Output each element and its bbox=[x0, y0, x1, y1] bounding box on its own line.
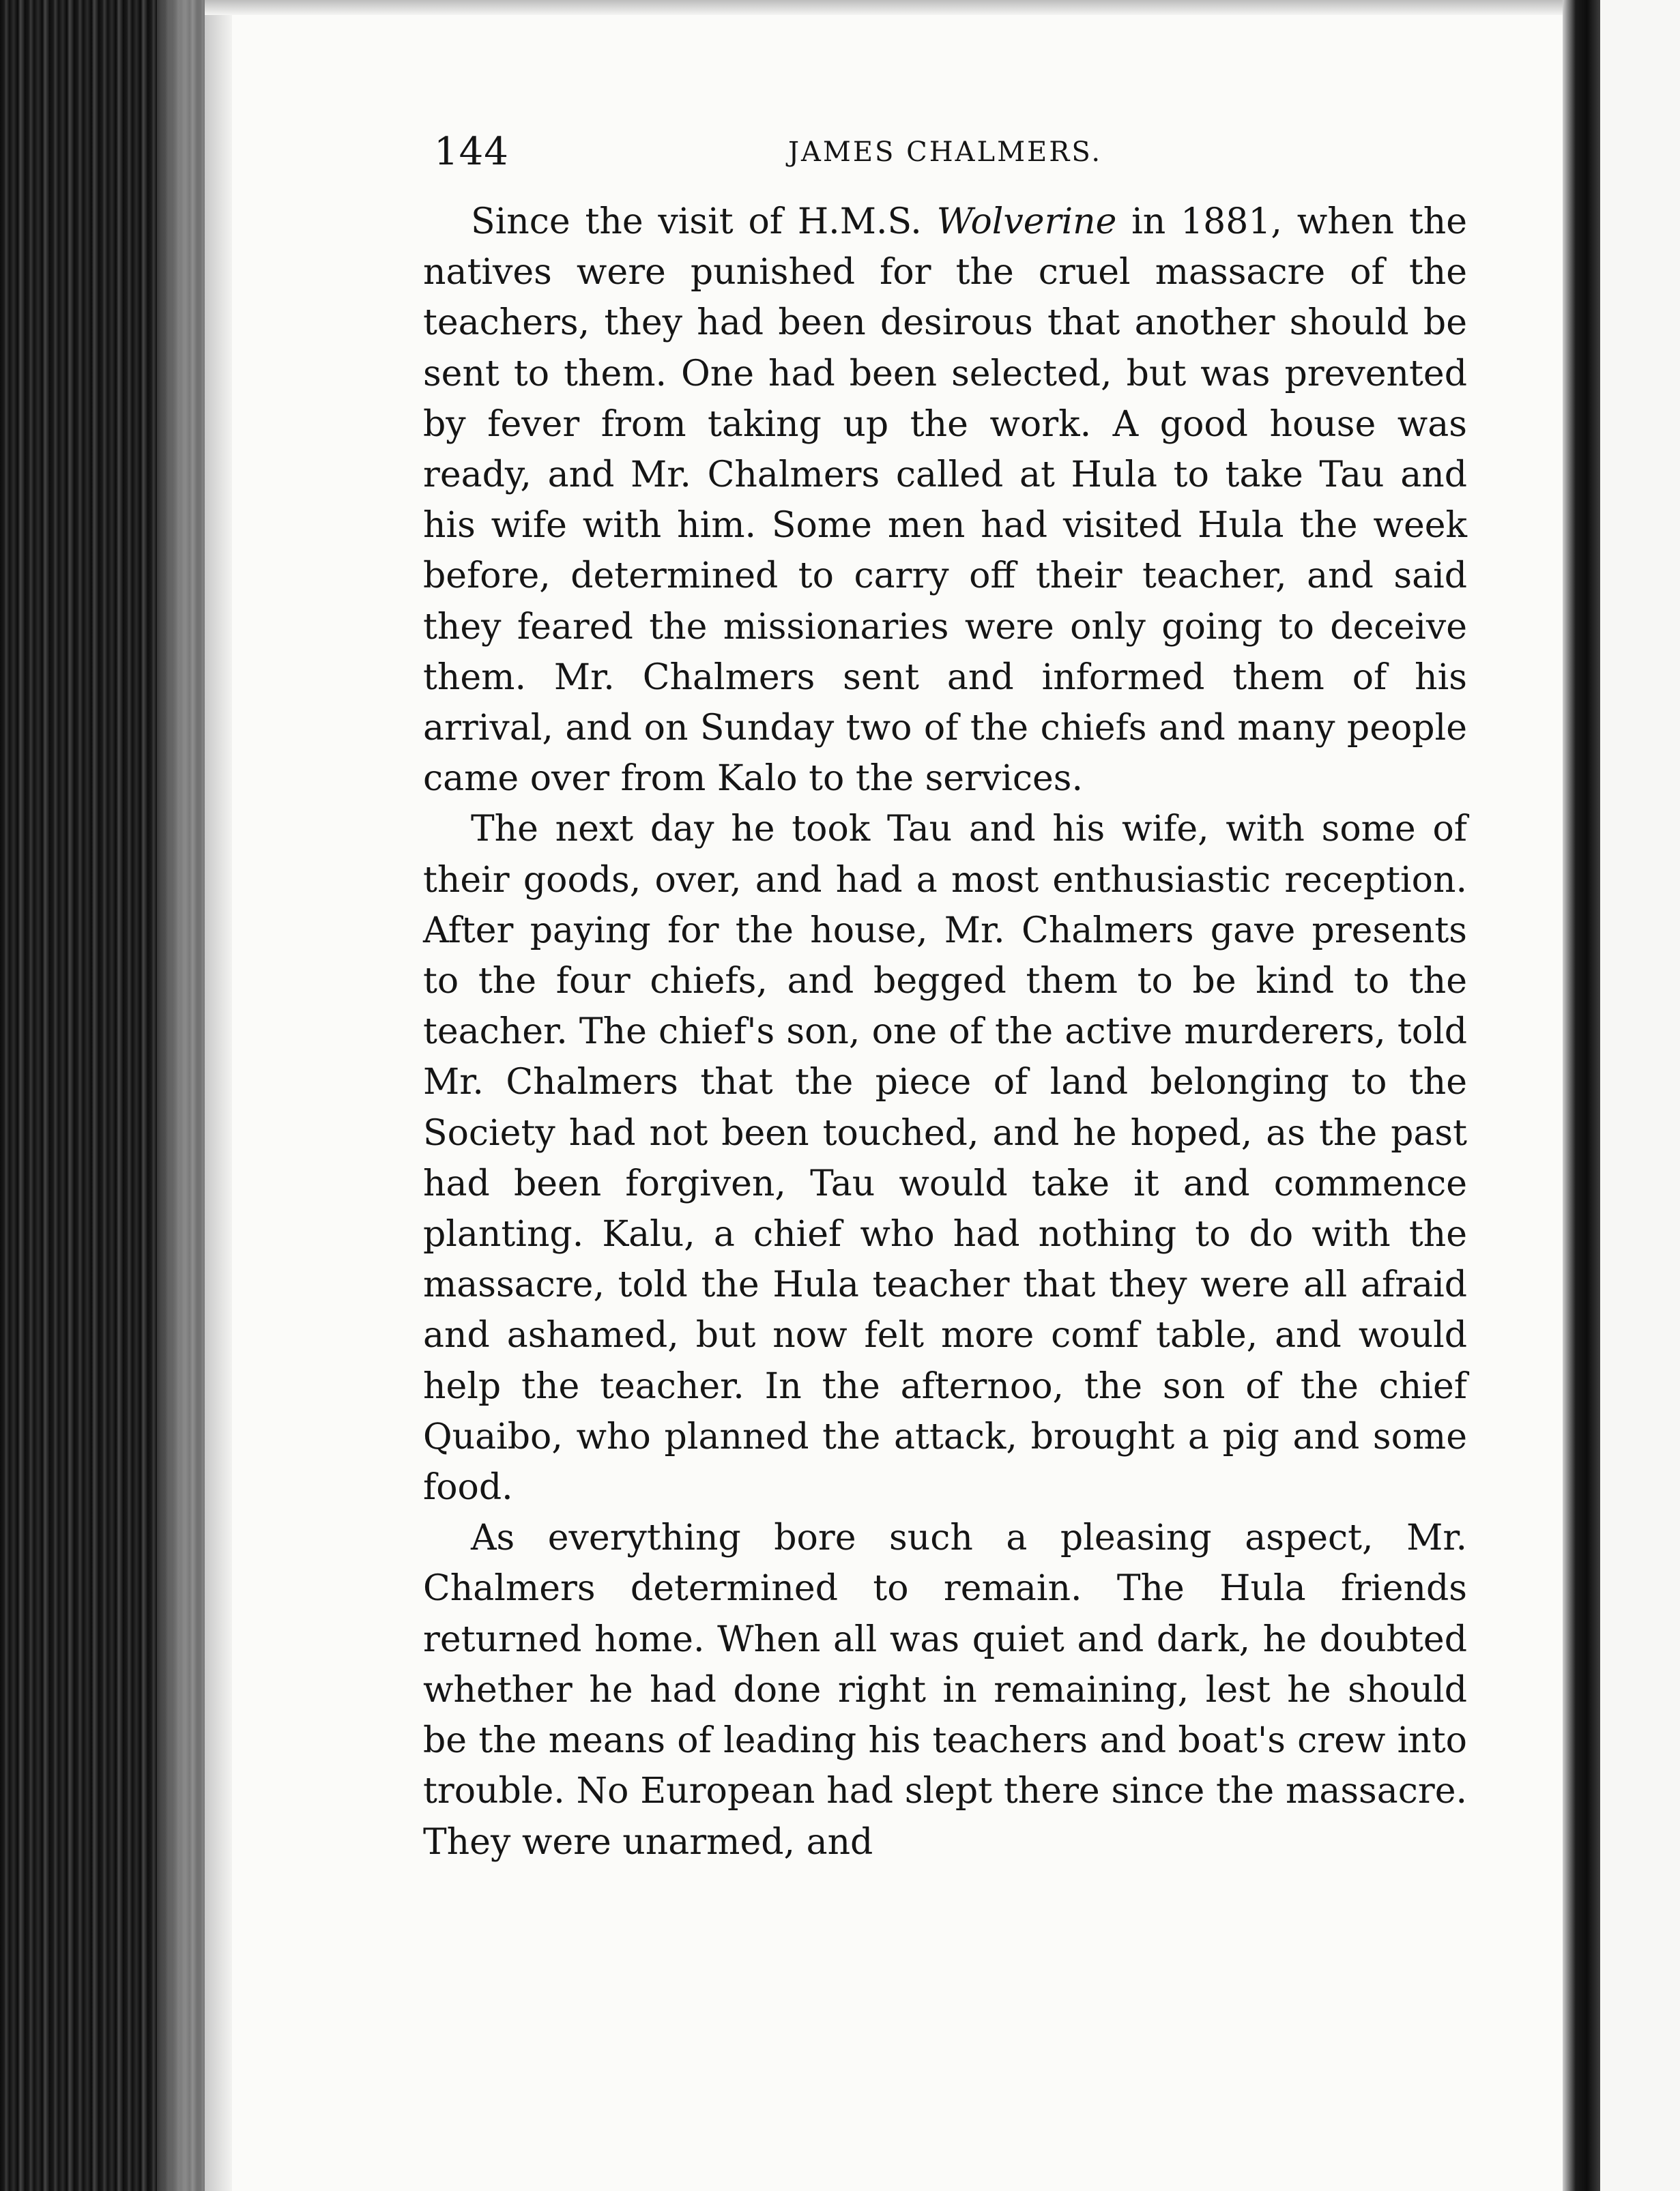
printed-page bbox=[423, 116, 1467, 1868]
right-margin bbox=[1600, 0, 1680, 2191]
gutter-shadow bbox=[205, 0, 232, 2191]
paragraph-2: The next day he took Tau and his wife, with some of their goods, over, and had a most enthusiastic reception. After paying for the house, Mr. Chalmers gave presents to the four chiefs, and begged them to be kind to the teacher. The chief's son, one of the active murderers, told Mr. Chalmers that the piece of land belonging to the Society had not been touched, and he hoped, as the past had been forgiven, Tau would take it and commence planting. Kalu, a chief who had nothing to do with the massacre, told the Hula teacher that they were all afraid and ashamed, but now felt more comf table, and would help the teacher. In the afternoo, the son of the chief Quaibo, who planned the attack, brought a pig and some food. bbox=[423, 809, 1467, 1509]
paragraph-1-rest: in 1881, when the natives were punished for the cruel massacre of the teachers, they had been desirous that another should be sent to them. One had been selected, but was prevented by fever from taking up the work. A good house was ready, and Mr. Chalmers called at Hula to take Tau and his wife with him. Some men had visited Hula the week before, determined to carry off their teacher, and said they feared the missionaries were only going to deceive them. Mr. Chalmers sent and informed them of his arrival, and on Sunday two of the chiefs and many people came over from Kalo to the services. bbox=[423, 201, 1467, 800]
page-header bbox=[423, 116, 1467, 177]
top-shadow bbox=[205, 0, 1563, 15]
running-title: JAMES CHALMERS. bbox=[787, 136, 1103, 168]
ship-name: Wolverine bbox=[936, 201, 1117, 242]
paragraph-1-lead: Since the visit of H.M.S. bbox=[471, 201, 937, 242]
body-text bbox=[423, 197, 1467, 1868]
right-page-edge bbox=[1563, 0, 1600, 2191]
page-number: 144 bbox=[434, 130, 509, 174]
paragraph-3: As everything bore such a pleasing aspect, Mr. Chalmers determined to remain. The Hula friends returned home. When all was quiet and dark, he doubted whether he had done right in remaining, lest he should be the means of leading his teachers and boat's crew into trouble. No European had slept there since the massacre. They were unarmed, and bbox=[423, 1518, 1467, 1863]
book-page-edges bbox=[0, 0, 205, 2191]
paragraph-1 bbox=[423, 197, 1467, 804]
